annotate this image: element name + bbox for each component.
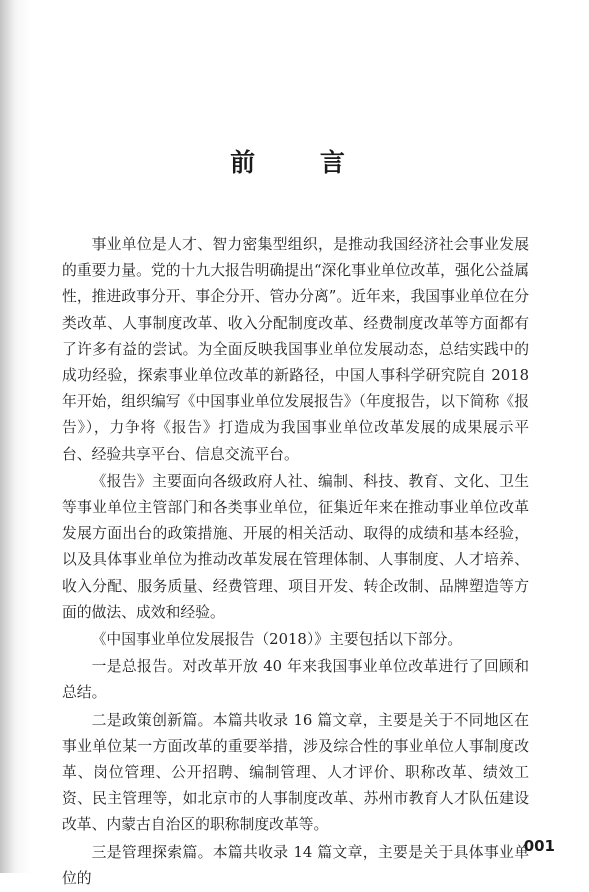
paragraph: 《报告》主要面向各级政府人社、编制、科技、教育、文化、卫生等事业单位主管部门和各类事业单位，征集近年来在推动事业单位改革发展方面出台的政策措施、开展的相关活动、取得的成绩和基本经验，以及具体事业单位为推动改革发展在管理体制、人事制度、人才培养、收入分配、服务质量、经费管理、项目开发、转企改制、品牌塑造等方面的做法、成效和经验。 <box>62 472 529 621</box>
page-title: 前 言 <box>230 148 373 177</box>
paragraph: 《中国事业单位发展报告（2018）》主要包括以下部分。 <box>91 631 463 649</box>
paragraph: 一是总报告。对改革开放 40 年来我国事业单位改革进行了回顾和总结。 <box>62 658 529 702</box>
body-text <box>62 232 529 892</box>
paragraph: 事业单位是人才、智力密集型组织，是推动我国经济社会事业发展的重要力量。党的十九大报告明确提出“深化事业单位改革，强化公益属性，推进政事分开、事企分开、管办分离”。近年来，我国事业单位在分类改革、人事制度改革、收入分配制度改革、经费制度改革等方面都有了许多有益的尝试。为全面反映我国事业单位发展动态，总结实践中的成功经验，探索事业单位改革的新路径，中国人事科学研究院自 2018 年开始，组织编写《中国事业单位发展报告》（年度报告，以下简称《报告》），力争将《报告》打造成为我国事业单位改革发展的成果展示平台、经验共享平台、信息交流平台。 <box>62 236 529 463</box>
page-number: 001 <box>523 837 555 855</box>
paragraph: 二是政策创新篇。本篇共收录 16 篇文章，主要是关于不同地区在事业单位某一方面改革的重要举措，涉及综合性的事业单位人事制度改革、岗位管理、公开招聘、编制管理、人才评价、职称改革、绩效工资、民主管理等，如北京市的人事制度改革、苏州市教育人才队伍建设改革、内蒙古自治区的职称制度改革等。 <box>62 711 529 834</box>
paragraph: 三是管理探索篇。本篇共收录 14 篇文章，主要是关于具体事业单位的 <box>62 843 529 887</box>
spine-shadow <box>0 0 14 873</box>
